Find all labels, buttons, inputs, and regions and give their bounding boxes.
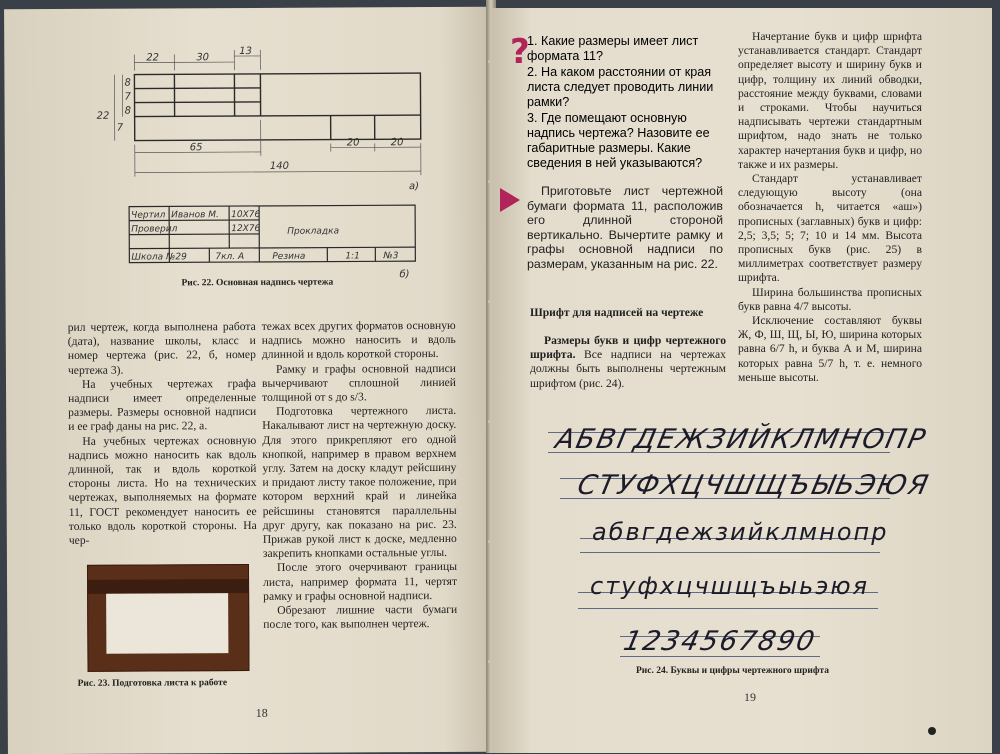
font-sample-digits: 1234567890 (621, 626, 819, 657)
dim-22: 22 (146, 52, 159, 63)
stamp-scale: 1:1 (345, 251, 360, 261)
paragraph: После этого очерчивают границы листа, например формата 11, чертят рамку и графы основной надписи. (263, 560, 457, 604)
page-number-right: 19 (744, 690, 756, 705)
paragraph: Начертание букв и цифр шрифта устанавливается стандарт. Стандарт определяет высоту и ширину букв и цифр, толщину их линий обводки, расстояние между буквами, словами и строками. Чтобы научиться надписывать чертежи стандартным шрифтом, надо знать не только характер начертания букв и цифр, но также и их размеры. (738, 30, 922, 172)
dim-20a: 20 (347, 137, 360, 148)
fig22a-drawing (74, 43, 435, 195)
questions-list (527, 34, 723, 172)
task-text: Приготовьте лист чертежной бумаги формата 11, расположив его длинной стороной вертикально. Вычертите рамку и графы основной надписи по размерам, указанным на рис. 22. (527, 184, 723, 272)
stamp-title: Прокладка (287, 227, 339, 237)
stamp-drew-label: Чертил (131, 210, 166, 220)
question-item: 3. Где помещают основную надпись чертежа? Назовите ее габаритные размеры. Какие сведения в ней указываются? (527, 111, 723, 171)
fig24-caption: Рис. 24. Буквы и цифры чертежного шрифта (636, 666, 829, 676)
paragraph: Подготовка чертежного листа. Накалывают лист на чертежную доску. Для этого прикрепляют его одной кнопкой, например в правом верхнем углу. Затем на доску кладут рейсшину и придают листу такое положение, при котором верхний край и линейка рейсшины становятся параллельны друг другу, как показано на рис. 23. Прижав рукой лист к доске, медленно закрепить кнопками остальные углы. (262, 404, 457, 561)
stamp-material: Резина (272, 252, 305, 262)
left-column-2 (262, 319, 458, 632)
stamp-school: Школа №29 (131, 252, 187, 262)
stamp-drew-date: 10Х76 (231, 210, 260, 220)
subsection-text: Все надписи на чертежах должны быть выполнены чертежным шрифтом (рис. 24). (530, 348, 726, 389)
stamp-check-date: 12Х76 (231, 224, 260, 234)
stamp-check-label: Проверил (131, 224, 177, 234)
left-column-1 (68, 320, 257, 548)
fig22b-stamp (127, 203, 427, 285)
paragraph: Исключение составляют буквы Ж, Ф, Ш, Щ, Ы, Ю, ширина которых равна 6/7 h, и буква А и М, ширина которых равна 5/7 h, т. е. немного меньше высоты. (738, 314, 922, 385)
dim-v7: 7 (124, 92, 131, 103)
paragraph: Обрезают лишние части бумаги после того, как выполнен чертеж. (263, 603, 457, 632)
dim-140: 140 (270, 161, 289, 172)
dim-v8: 8 (124, 78, 130, 89)
fig22-caption: Рис. 22. Основная надпись чертежа (181, 278, 333, 289)
subsection-heading: Размеры букв и цифр чертежного шрифта. (530, 334, 726, 361)
stamp-number: №3 (382, 251, 398, 261)
font-sample-lowercase-1: абвгдежзийклмнопр (592, 518, 888, 546)
font-sample-lowercase-2: стуфхцчшщъыьэюя (590, 572, 869, 600)
dim-13: 13 (239, 46, 252, 57)
paragraph: На учебных чертежах графа надписи имеет определенные размеры. Размеры основной надписи и ее граф даны на рис. 22, а. (68, 377, 256, 435)
right-column (738, 30, 922, 385)
paragraph: Стандарт устанавливает следующую высоту (она обозначается h, читается «аш») прописных (заглавных) букв и цифр: 2,5; 3,5; 5; 7; 10 и 14 мм. Высота прописных букв (рис. 25) в миллиметрах соответствует размеру шрифта. (738, 172, 922, 286)
stamp-class: 7кл. А (215, 252, 244, 262)
fig22a-mark: а) (409, 181, 419, 192)
fig23-caption: Рис. 23. Подготовка листа к работе (78, 678, 228, 689)
font-sample-uppercase-1: АБВГДЕЖЗИЙКЛМНОПР (553, 424, 930, 455)
paragraph: рил чертеж, когда выполнена работа (дата), название школы, класс и номер чертежа (рис. 22, б, номер чертежа 3). (68, 320, 256, 378)
page-number-left: 18 (256, 706, 268, 721)
dim-v22: 22 (97, 111, 110, 122)
fig23-photo (87, 564, 250, 672)
pen-dot (928, 727, 936, 735)
fig22b-mark: б) (399, 268, 409, 280)
question-item: 2. На каком расстоянии от края листа следует проводить линии рамки? (527, 65, 723, 110)
dim-v8b: 8 (125, 106, 131, 117)
dim-v7b: 7 (117, 123, 124, 134)
paragraph: тежах всех других форматов основную надпись можно наносить и вдоль длинной и вдоль короткой стороны. (262, 319, 456, 363)
dim-30: 30 (196, 52, 209, 63)
stamp-drew-name: Иванов М. (171, 210, 219, 220)
paragraph: На учебных чертежах основную надпись можно наносить как вдоль длинной, так и вдоль короткой стороны листа. Но на технических чертежах, выполняемых на формате 11, ГОСТ рекомендует наносить ее только вдоль короткой стороны. На чер- (68, 434, 257, 549)
dim-20b: 20 (391, 137, 404, 148)
subsection-block (530, 334, 726, 391)
section-heading: Шрифт для надписей на чертеже (530, 306, 730, 320)
paragraph: Ширина большинства прописных букв равна 4/7 высоты. (738, 286, 922, 314)
question-item: 1. Какие размеры имеет лист формата 11? (527, 34, 723, 64)
paragraph: Рамку и графы основной надписи вычерчивают сплошной линией толщиной от s до s/3. (262, 362, 456, 406)
font-sample-uppercase-2: СТУФХЦЧШЩЪЫЬЭЮЯ (575, 470, 933, 501)
question-mark-icon: ? (510, 32, 530, 72)
left-page (4, 7, 492, 754)
dim-65: 65 (190, 142, 203, 153)
task-triangle-icon (500, 188, 520, 212)
